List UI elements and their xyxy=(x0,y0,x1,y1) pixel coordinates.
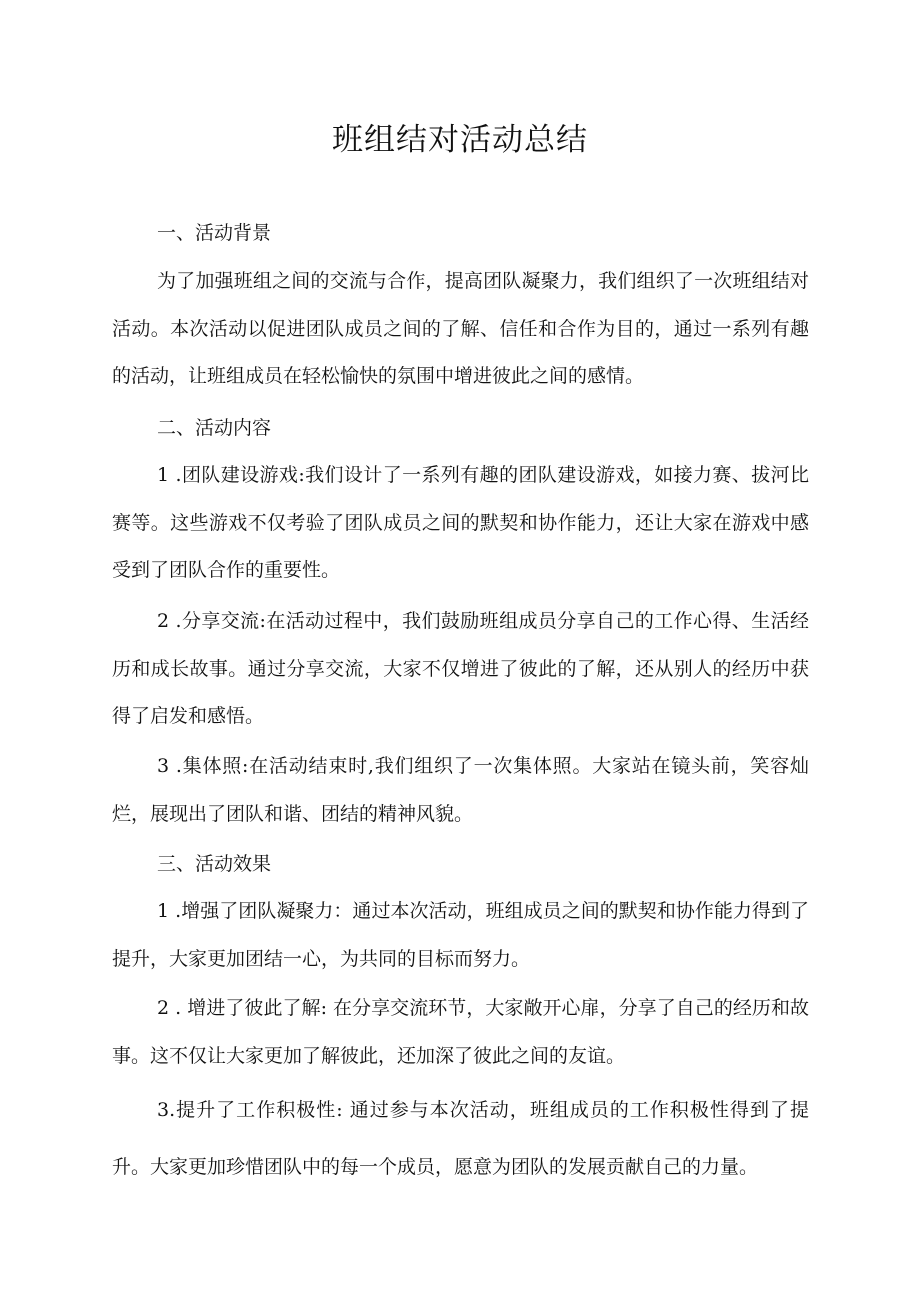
section-heading-effects: 三、活动效果 xyxy=(157,853,272,875)
document-title: 班组结对活动总结 xyxy=(332,122,588,158)
section-heading-content: 二、活动内容 xyxy=(157,417,272,439)
paragraph-effects-3: 3.提升了工作积极性: 通过参与本次活动，班组成员的工作积极性得到了提升。大家更加珍惜团队中的每一个成员，愿意为团队的发展贡献自己的力量。 xyxy=(112,1099,809,1178)
section-heading-background: 一、活动背景 xyxy=(157,222,272,244)
paragraph-effects-2: 2 . 增进了彼此了解: 在分享交流环节，大家敞开心扉，分享了自己的经历和故事。这不仅让大家更加了解彼此，还加深了彼此之间的友谊。 xyxy=(112,997,809,1067)
paragraph-content-1: 1 .团队建设游戏:我们设计了一系列有趣的团队建设游戏，如接力赛、拔河比赛等。这些游戏不仅考验了团队成员之间的默契和协作能力，还让大家在游戏中感受到了团队合作的重要性。 xyxy=(112,464,809,581)
paragraph-background: 为了加强班组之间的交流与合作，提高团队凝聚力，我们组织了一次班组结对活动。本次活动以促进团队成员之间的了解、信任和合作为目的，通过一系列有趣的活动，让班组成员在轻松愉快的氛围中增进彼此之间的感情。 xyxy=(112,270,809,387)
paragraph-effects-1: 1 .增强了团队凝聚力：通过本次活动，班组成员之间的默契和协作能力得到了提升，大家更加团结一心，为共同的目标而努力。 xyxy=(112,900,809,970)
paragraph-content-3: 3 .集体照:在活动结束时,我们组织了一次集体照。大家站在镜头前，笑容灿烂，展现出了团队和谐、团结的精神风貌。 xyxy=(112,755,809,825)
paragraph-content-2: 2 .分享交流:在活动过程中，我们鼓励班组成员分享自己的工作心得、生活经历和成长故事。通过分享交流，大家不仅增进了彼此的了解，还从别人的经历中获得了启发和感悟。 xyxy=(112,610,809,727)
